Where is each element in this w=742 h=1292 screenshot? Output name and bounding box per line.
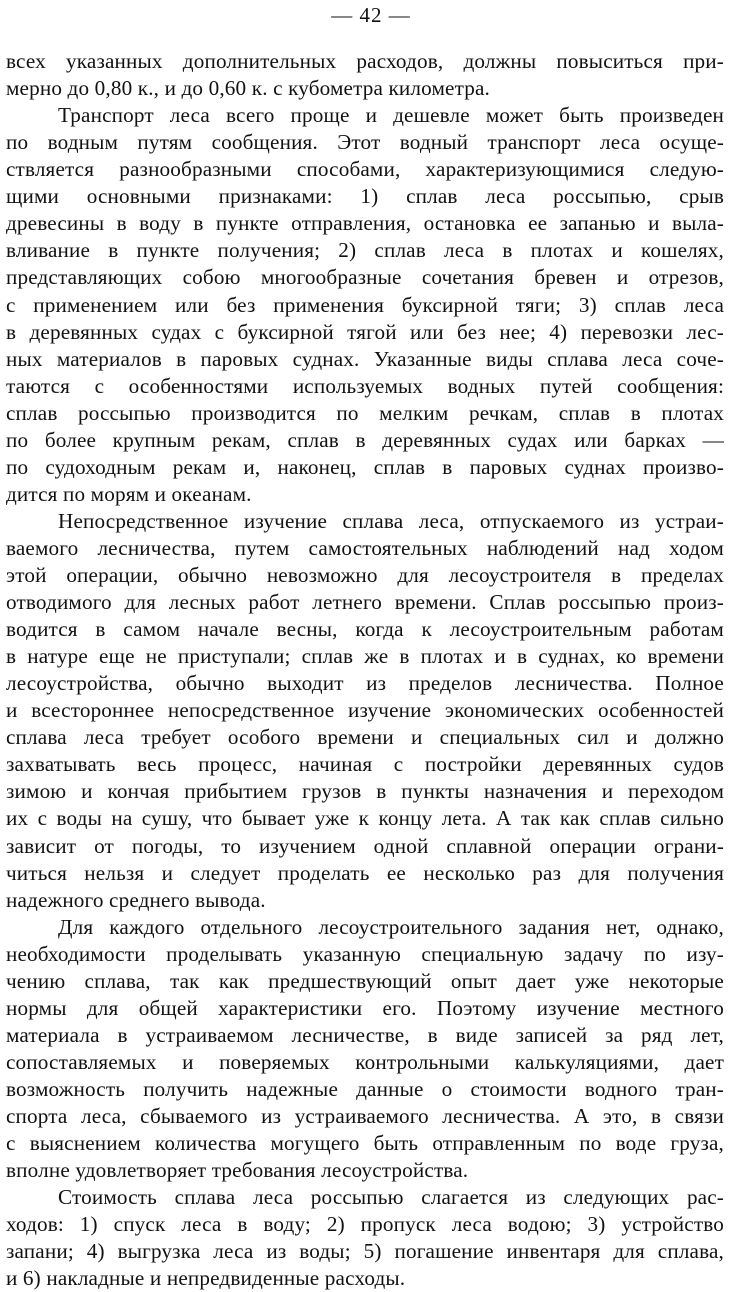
text-line: Непосредственное изучение сплава леса, отпускаемого из устраи- — [58, 508, 724, 533]
text-line: с выяснением количества могущего быть отправленным по воде груза, — [6, 1131, 724, 1155]
text-line: сплава леса требует особого времени и специальных сил и должно — [6, 725, 724, 750]
text-line: Стоимость сплава леса россыпью слагается из следующих рас- — [58, 1185, 724, 1210]
text-line: материала в устраиваемом лесничестве, в виде записей за ряд лет, — [6, 1022, 724, 1047]
text-line: вполне удовлетворяет требования лесоустройства. — [6, 1158, 469, 1182]
text-line: возможность получить надежные данные о стоимости водного тран- — [6, 1076, 724, 1101]
text-line: по судоходным рекам и, наконец, сплав в паровых суднах произво- — [6, 454, 724, 479]
text-line: древесины в воду в пункте отправления, остановка ее запанью и выла- — [6, 211, 724, 236]
text-line: сопоставляемых и поверяемых контрольными калькуляциями, дает — [6, 1049, 724, 1074]
text-line: Для каждого отдельного лесоустроительного задания нет, однако, — [58, 914, 724, 939]
text-line: необходимости проделывать указанную специальную задачу по изу- — [6, 941, 724, 966]
text-line: отводимого для лесных работ летнего времени. Сплав россыпью произ- — [6, 590, 724, 614]
text-line: и всестороннее непосредственное изучение экономических особенностей — [6, 698, 724, 723]
text-line: в деревянных судах с буксирной тягой или без нее; 4) перевозки лес- — [6, 319, 724, 344]
text-line: чению сплава, так как предшествующий опыт дает уже некоторые — [6, 968, 724, 993]
text-line: их с воды на сушу, что бывает уже к концу лета. А так как сплав сильно — [6, 806, 724, 831]
text-line: с применением или без применения буксирной тяги; 3) сплав леса — [6, 292, 724, 317]
text-line: дится по морям и океанам. — [6, 481, 252, 506]
text-line: мерно до 0,80 к., и до 0,60 к. с кубометра километра. — [6, 76, 491, 100]
text-line: представляющих собою многообразные сочетания бревен и отрезов, — [6, 265, 724, 290]
text-line: надежного среднего вывода. — [6, 887, 266, 912]
text-line: сплав россыпью производится по мелким речкам, сплав в плотах — [6, 400, 724, 425]
text-line: водится в самом начале весны, когда к лесоустроительным работам — [6, 617, 724, 642]
text-line: ходов: 1) спуск леса в воду; 2) пропуск леса водою; 3) устройство — [6, 1212, 724, 1237]
text-line: таются с особенностями используемых водных путей сообщения: — [6, 373, 724, 398]
text-line: читься нельзя и следует проделать ее несколько раз для получения — [6, 860, 724, 885]
text-line: вливание в пункте получения; 2) сплав леса в плотах и кошелях, — [6, 238, 724, 263]
text-line: по водным путям сообщения. Этот водный транспорт леса осуще- — [6, 130, 724, 155]
text-line: ствляется разнообразными способами, характеризующимися следую- — [6, 157, 724, 182]
text-line: Транспорт леса всего проще и дешевле может быть произведен — [58, 103, 724, 128]
text-line: зимою и кончая прибытием грузов в пункты назначения и переходом — [6, 779, 724, 804]
text-line: лесоустройства, обычно выходит из пределов лесничества. Полное — [6, 671, 724, 696]
text-line: нормы для общей характеристики его. Поэтому изучение местного — [6, 995, 724, 1020]
text-line: зависит от погоды, то изучением одной сплавной операции ограни- — [6, 833, 724, 858]
text-line: щими основными признаками: 1) сплав леса россыпью, срыв — [6, 184, 724, 209]
page-number: — 42 — — [331, 3, 411, 27]
text-line: захватывать весь процесс, начиная с постройки деревянных судов — [6, 752, 724, 777]
text-line: всех указанных дополнительных расходов, должны повыситься при- — [6, 49, 724, 73]
text-line: запани; 4) выгрузка леса из воды; 5) погашение инвентаря для сплава, — [6, 1239, 724, 1264]
text-line: в натуре еще не приступали; сплав же в плотах и в суднах, ко времени — [6, 644, 724, 669]
text-line: по более крупным рекам, сплав в деревянных судах или барках — — [6, 427, 724, 452]
text-line: спорта леса, сбываемого из устраиваемого лесничества. А это, в связи — [6, 1104, 724, 1128]
text-line: ных материалов в паровых суднах. Указанные виды сплава леса соче- — [6, 346, 724, 371]
text-line: этой операции, обычно невозможно для лесоустроителя в пределах — [6, 563, 724, 587]
text-line: и 6) накладные и непредвиденные расходы. — [6, 1266, 406, 1291]
text-line: ваемого лесничества, путем самостоятельных наблюдений над ходом — [6, 535, 724, 560]
